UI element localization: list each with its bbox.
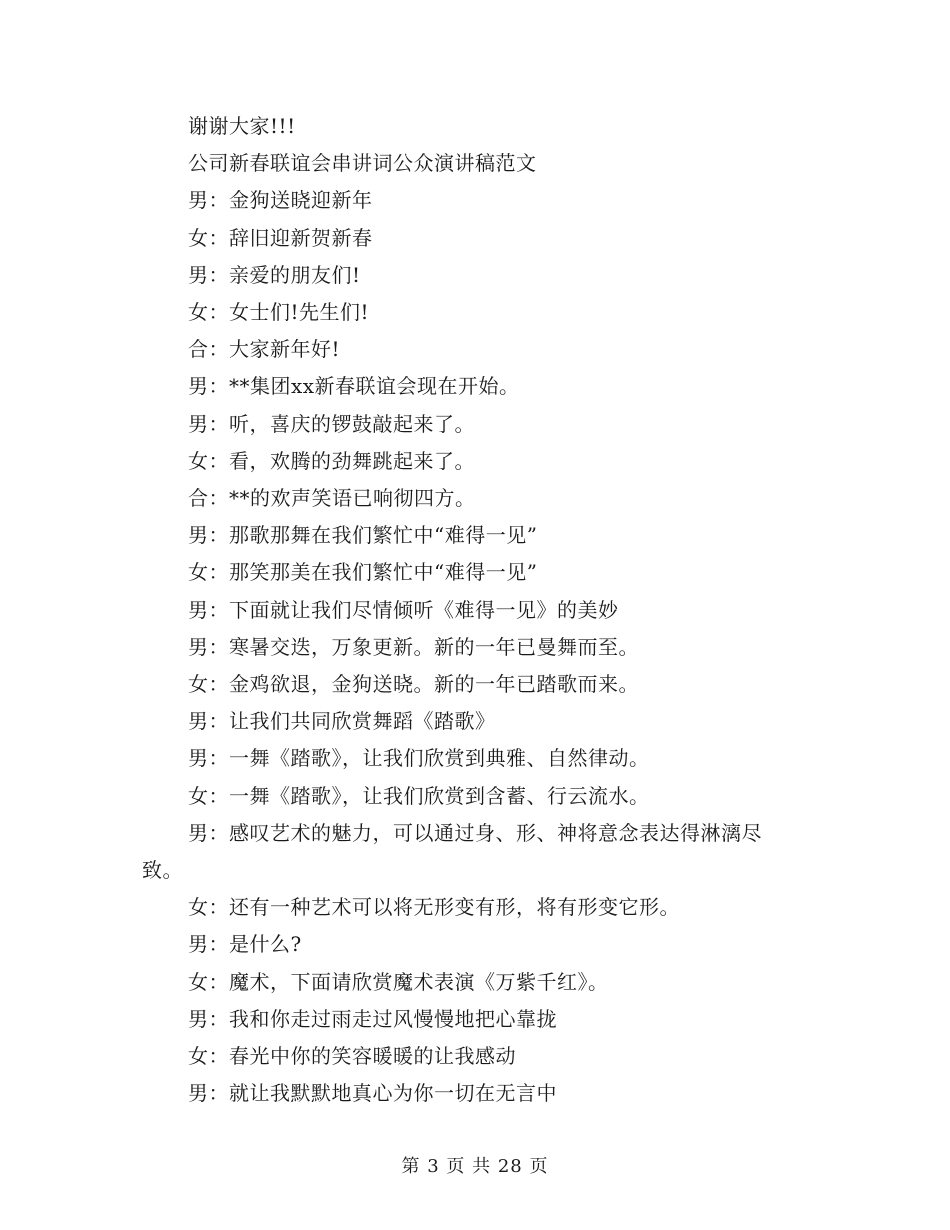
- paragraph: 男：那歌那舞在我们繁忙中“难得一见”: [188, 523, 538, 548]
- paragraph: 男：一舞《踏歌》，让我们欣赏到典雅、自然律动。: [188, 746, 650, 771]
- page-number-footer: 第 3 页 共 28 页: [401, 1156, 549, 1177]
- paragraph: 公司新春联谊会串讲词公众演讲稿范文: [188, 151, 537, 176]
- paragraph: 男：金狗送晓迎新年: [188, 188, 373, 213]
- paragraph: 男：感叹艺术的魅力，可以通过身、形、神将意念表达得淋漓尽致。: [142, 820, 762, 883]
- paragraph: 男：是什么?: [188, 932, 302, 957]
- paragraph: 男：让我们共同欣赏舞蹈《踏歌》: [188, 709, 496, 734]
- paragraph: 女：看，欢腾的劲舞跳起来了。: [188, 448, 475, 473]
- paragraph: 合：**的欢声笑语已响彻四方。: [188, 486, 476, 511]
- paragraph: 女：还有一种艺术可以将无形变有形，将有形变它形。: [188, 895, 680, 920]
- paragraph: 女：魔术，下面请欣赏魔术表演《万紫千红》。: [188, 969, 609, 994]
- paragraph: 男：我和你走过雨走过风慢慢地把心靠拢: [188, 1006, 557, 1031]
- paragraph: 女：金鸡欲退，金狗送晓。新的一年已踏歌而来。: [188, 672, 639, 697]
- paragraph: 男：**集团xx新春联谊会现在开始。: [188, 374, 520, 399]
- paragraph: 男：寒暑交迭，万象更新。新的一年已曼舞而至。: [188, 634, 639, 659]
- paragraph: 女：一舞《踏歌》，让我们欣赏到含蓄、行云流水。: [188, 783, 650, 808]
- paragraph: 女：辞旧迎新贺新春: [188, 225, 373, 250]
- paragraph: 女：那笑那美在我们繁忙中“难得一见”: [188, 560, 538, 585]
- paragraph: 男：听，喜庆的锣鼓敲起来了。: [188, 411, 475, 436]
- paragraph: 合：大家新年好!: [188, 337, 341, 362]
- document-body: [142, 108, 802, 1112]
- paragraph: 男：就让我默默地真心为你一切在无言中: [188, 1081, 557, 1106]
- paragraph: 男：下面就让我们尽情倾听《难得一见》的美妙: [188, 597, 619, 622]
- paragraph: 女：女士们!先生们!: [188, 300, 370, 325]
- paragraph: 女：春光中你的笑容暖暖的让我感动: [188, 1044, 516, 1069]
- paragraph: 谢谢大家!!!: [188, 114, 296, 138]
- paragraph: 男：亲爱的朋友们!: [188, 262, 361, 287]
